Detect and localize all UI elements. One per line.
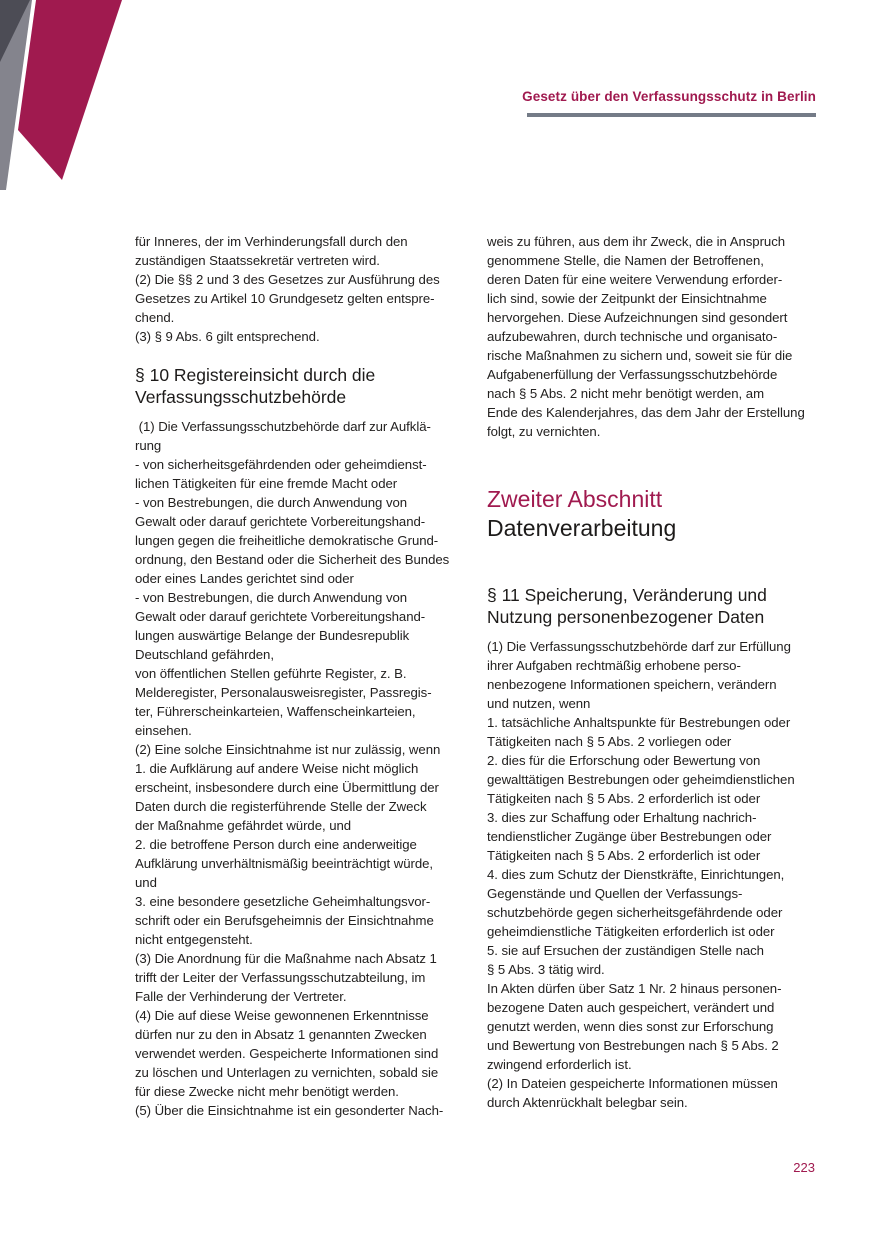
text-line: (1) Die Verfassungsschutzbehörde darf zur Erfüllung <box>487 639 791 654</box>
page-header <box>496 89 816 117</box>
text-line: Nutzung personenbezogener Daten <box>487 606 765 627</box>
text-line: einsehen. <box>135 723 192 738</box>
text-line: rung <box>135 438 162 453</box>
text-line: 3. eine besondere gesetzliche Geheimhaltungsvor- <box>135 894 431 909</box>
text-line: (5) Über die Einsichtnahme ist ein gesonderter Nach- <box>135 1103 444 1118</box>
text-line: genutzt werden, wenn dies sonst zur Erforschung <box>487 1019 774 1034</box>
text-line: Gegenstände und Quellen der Verfassungs- <box>487 886 743 901</box>
text-line: ordnung, den Bestand oder die Sicherheit des Bundes <box>135 552 450 567</box>
text-line: (3) Die Anordnung für die Maßnahme nach Absatz 1 <box>135 951 437 966</box>
text-line: aufzubewahren, durch technische und organisato- <box>487 329 778 344</box>
text-line: (2) Eine solche Einsichtnahme ist nur zulässig, wenn <box>135 742 441 757</box>
text-line: lungen auswärtige Belange der Bundesrepublik <box>135 628 410 643</box>
text-line: Aufgabenerfüllung der Verfassungsschutzbehörde <box>487 367 778 382</box>
text-line: weis zu führen, aus dem ihr Zweck, die in Anspruch <box>487 234 786 249</box>
text-line: durch Aktenrückhalt belegbar sein. <box>487 1095 688 1110</box>
text-line: - von Bestrebungen, die durch Anwendung von <box>135 590 408 605</box>
text-line: Daten durch die registerführende Stelle der Zweck <box>135 799 427 814</box>
text-line: zwingend erforderlich ist. <box>487 1057 632 1072</box>
paragraph-section-10-continuation <box>487 232 817 441</box>
text-line: 2. die betroffene Person durch eine anderweitige <box>135 837 417 852</box>
text-line: Melderegister, Personalausweisregister, Passregis- <box>135 685 432 700</box>
text-line: In Akten dürfen über Satz 1 Nr. 2 hinaus personen- <box>487 981 782 996</box>
text-line: 1. die Aufklärung auf andere Weise nicht möglich <box>135 761 419 776</box>
text-line: genommene Stelle, die Namen der Betroffenen, <box>487 253 764 268</box>
text-line: 5. sie auf Ersuchen der zuständigen Stelle nach <box>487 943 764 958</box>
text-line: für diese Zwecke nicht mehr benötigt werden. <box>135 1084 399 1099</box>
text-line: lich sind, sowie der Zeitpunkt der Einsichtnahme <box>487 291 767 306</box>
text-line: Falle der Verhinderung der Vertreter. <box>135 989 347 1004</box>
text-line: Zweiter Abschnitt <box>487 486 663 512</box>
text-line: 1. tatsächliche Anhaltspunkte für Bestrebungen oder <box>487 715 791 730</box>
text-line: Gewalt oder darauf gerichtete Vorbereitungshand- <box>135 514 426 529</box>
text-line: (2) Die §§ 2 und 3 des Gesetzes zur Ausführung des <box>135 272 440 287</box>
text-line: Tätigkeiten nach § 5 Abs. 2 vorliegen oder <box>487 734 732 749</box>
text-line: schrift oder ein Berufsgeheimnis der Einsichtnahme <box>135 913 434 928</box>
text-line: Tätigkeiten nach § 5 Abs. 2 erforderlich ist oder <box>487 791 761 806</box>
text-line: (3) § 9 Abs. 6 gilt entsprechend. <box>135 329 320 344</box>
paragraph-section-10 <box>135 417 450 1120</box>
text-line: ihrer Aufgaben rechtmäßig erhobene perso- <box>487 658 741 673</box>
text-line: 3. dies zur Schaffung oder Erhaltung nachrich- <box>487 810 757 825</box>
text-line: nach § 5 Abs. 2 nicht mehr benötigt werden, am <box>487 386 765 401</box>
text-line: zuständigen Staatssekretär vertreten wird. <box>135 253 380 268</box>
text-line: nenbezogene Informationen speichern, verändern <box>487 677 777 692</box>
chapter-heading-title <box>487 515 817 541</box>
left-column <box>135 232 450 1120</box>
text-line: Verfassungsschutzbehörde <box>135 386 347 407</box>
text-line: schutzbehörde gegen sicherheitsgefährdende oder <box>487 905 783 920</box>
text-line: Gesetzes zu Artikel 10 Grundgesetz gelten entspre- <box>135 291 435 306</box>
text-line: lichen Tätigkeiten für eine fremde Macht oder <box>135 476 398 491</box>
heading-section-11 <box>487 585 817 628</box>
text-line: - von sicherheitsgefährdenden oder geheimdienst- <box>135 457 427 472</box>
text-line: und nutzen, wenn <box>487 696 591 711</box>
text-line: hervorgehen. Diese Aufzeichnungen sind gesondert <box>487 310 788 325</box>
text-line: nicht entgegensteht. <box>135 932 253 947</box>
text-line: Ende des Kalenderjahres, das dem Jahr der Erstellung <box>487 405 805 420</box>
text-line: geheimdienstliche Tätigkeiten erforderlich ist oder <box>487 924 775 939</box>
text-line: trifft der Leiter der Verfassungsschutzabteilung, im <box>135 970 426 985</box>
text-line: rische Maßnahmen zu sichern und, soweit sie für die <box>487 348 793 363</box>
header-rule <box>527 113 816 117</box>
text-line: dürfen nur zu den in Absatz 1 genannten Zwecken <box>135 1027 427 1042</box>
text-line: tendienstlicher Zugänge über Bestrebungen oder <box>487 829 772 844</box>
text-line: Gewalt oder darauf gerichtete Vorbereitungshand- <box>135 609 426 624</box>
text-line: der Maßnahme gefährdet würde, und <box>135 818 352 833</box>
text-line: chend. <box>135 310 175 325</box>
paragraph-section-11 <box>487 637 817 1112</box>
text-line: Tätigkeiten nach § 5 Abs. 2 erforderlich ist oder <box>487 848 761 863</box>
text-line: folgt, zu vernichten. <box>487 424 601 439</box>
text-line: (1) Die Verfassungsschutzbehörde darf zur Aufklä- <box>135 419 431 434</box>
text-line: 4. dies zum Schutz der Dienstkräfte, Einrichtungen, <box>487 867 785 882</box>
text-line: gewalttätigen Bestrebungen oder geheimdienstlichen <box>487 772 795 787</box>
text-line: (4) Die auf diese Weise gewonnenen Erkenntnisse <box>135 1008 429 1023</box>
paragraph-section-9-continuation <box>135 232 440 346</box>
text-line: oder eines Landes gerichtet sind oder <box>135 571 354 586</box>
corner-decoration <box>0 0 160 200</box>
text-line: und Bewertung von Bestrebungen nach § 5 Abs. 2 <box>487 1038 779 1053</box>
text-line: (2) In Dateien gespeicherte Informationen müssen <box>487 1076 778 1091</box>
text-line: § 11 Speicherung, Veränderung und <box>487 585 767 605</box>
page-number: 223 <box>793 1160 815 1175</box>
text-line: erscheint, insbesondere durch eine Übermittlung der <box>135 780 439 795</box>
text-line: ter, Führerscheinkarteien, Waffenscheinkarteien, <box>135 704 416 719</box>
text-line: 2. dies für die Erforschung oder Bewertung von <box>487 753 761 768</box>
text-line: § 10 Registereinsicht durch die <box>135 365 376 385</box>
text-line: für Inneres, der im Verhinderungsfall durch den <box>135 234 408 249</box>
content-area <box>135 232 817 1120</box>
text-line: verwendet werden. Gespeicherte Informationen sind <box>135 1046 439 1061</box>
text-line: lungen gegen die freiheitliche demokratische Grund- <box>135 533 439 548</box>
text-line: deren Daten für eine weitere Verwendung erforder- <box>487 272 783 287</box>
chapter-heading-accent <box>487 486 817 512</box>
decor-accent-band <box>18 0 122 180</box>
running-head-title: Gesetz über den Verfassungsschutz in Berlin <box>522 89 816 104</box>
text-line: § 5 Abs. 3 tätig wird. <box>487 962 605 977</box>
right-column <box>487 232 817 1112</box>
text-line: zu löschen und Unterlagen zu vernichten, sobald sie <box>135 1065 439 1080</box>
text-line: Datenverarbeitung <box>487 515 677 541</box>
heading-section-10 <box>135 365 427 408</box>
text-line: und <box>135 875 157 890</box>
text-line: Aufklärung unverhältnismäßig beeinträchtigt würde, <box>135 856 434 871</box>
text-line: Deutschland gefährden, <box>135 647 274 662</box>
text-line: bezogene Daten auch gespeichert, verändert und <box>487 1000 775 1015</box>
text-line: - von Bestrebungen, die durch Anwendung von <box>135 495 408 510</box>
text-line: von öffentlichen Stellen geführte Register, z. B. <box>135 666 407 681</box>
